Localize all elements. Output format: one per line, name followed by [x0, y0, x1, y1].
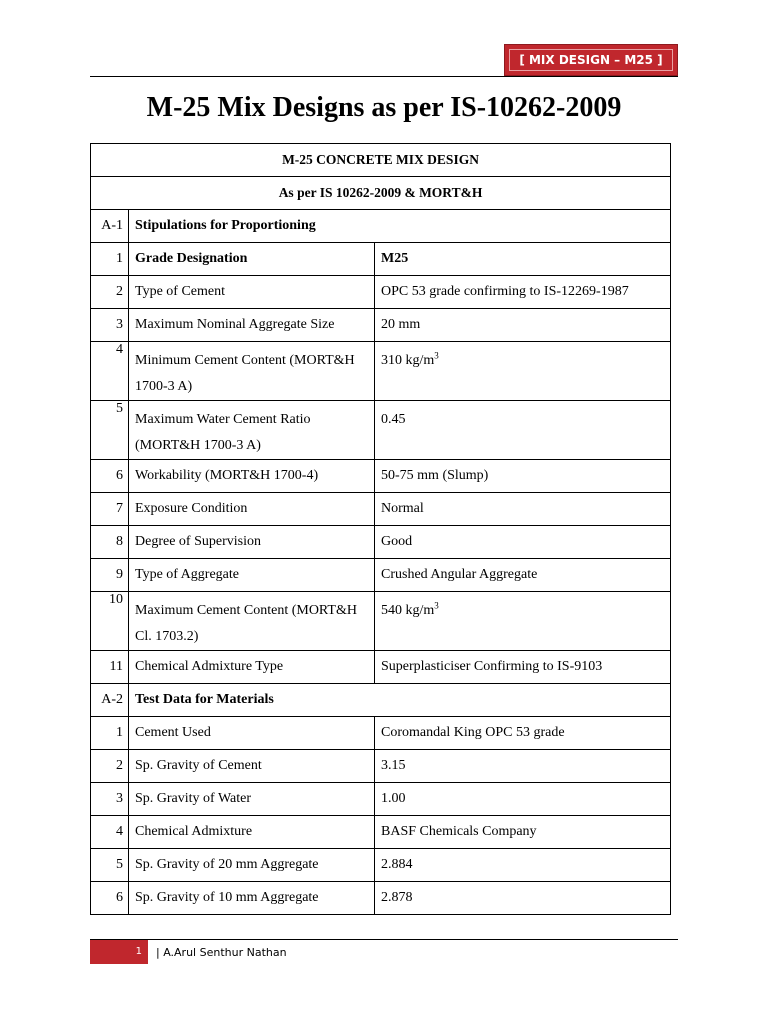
row-value: 540 $kg/m^3$	[375, 592, 671, 651]
section-row-a1	[91, 210, 671, 243]
row-number: 3	[91, 783, 129, 816]
row-parameter: Maximum Water Cement Ratio (MORT&H 1700-3 A)	[129, 401, 375, 460]
table-row	[91, 592, 671, 651]
row-parameter: Cement Used	[129, 717, 375, 750]
table-row	[91, 816, 671, 849]
row-value: M25	[375, 243, 671, 276]
table-row	[91, 460, 671, 493]
table-row	[91, 717, 671, 750]
table-row	[91, 750, 671, 783]
table-heading-row	[91, 144, 671, 177]
row-parameter: Degree of Supervision	[129, 526, 375, 559]
row-number: 4	[91, 342, 129, 401]
section-label: Test Data for Materials	[129, 684, 671, 717]
row-parameter: Maximum Nominal Aggregate Size	[129, 309, 375, 342]
row-number: 2	[91, 276, 129, 309]
row-parameter: Minimum Cement Content (MORT&H 1700-3 A)	[129, 342, 375, 401]
unit-superscript: 3	[434, 350, 439, 361]
row-number: 6	[91, 460, 129, 493]
footer-author: | A.Arul Senthur Nathan	[156, 946, 287, 959]
table-subheading-row	[91, 177, 671, 210]
row-number: 2	[91, 750, 129, 783]
footer-rule	[90, 939, 678, 940]
table-subheading: As per IS 10262-2009 & MORT&H	[91, 177, 671, 210]
row-parameter: Type of Aggregate	[129, 559, 375, 592]
header-badge-text: [ MIX DESIGN – M25 ]	[519, 53, 663, 67]
row-parameter: Workability (MORT&H 1700-4)	[129, 460, 375, 493]
table-heading: M-25 CONCRETE MIX DESIGN	[91, 144, 671, 177]
row-number: 1	[91, 717, 129, 750]
row-value: 50-75 mm (Slump)	[375, 460, 671, 493]
header-badge	[504, 44, 678, 76]
row-value: OPC 53 grade confirming to IS-12269-1987	[375, 276, 671, 309]
row-value: 20 mm	[375, 309, 671, 342]
row-number: 7	[91, 493, 129, 526]
row-value: Coromandal King OPC 53 grade	[375, 717, 671, 750]
section-id: A-2	[91, 684, 129, 717]
table-row	[91, 559, 671, 592]
row-parameter: Grade Designation	[129, 243, 375, 276]
table-row	[91, 526, 671, 559]
table-row	[91, 849, 671, 882]
row-parameter: Chemical Admixture Type	[129, 651, 375, 684]
table-row	[91, 783, 671, 816]
row-number: 3	[91, 309, 129, 342]
table-row	[91, 309, 671, 342]
row-parameter: Maximum Cement Content (MORT&H Cl. 1703.2)	[129, 592, 375, 651]
table-row	[91, 493, 671, 526]
section-id: A-1	[91, 210, 129, 243]
table-row	[91, 342, 671, 401]
page-title: M-25 Mix Designs as per IS-10262-2009	[146, 92, 622, 123]
row-number: 11	[91, 651, 129, 684]
unit-superscript: 3	[434, 600, 439, 611]
row-parameter: Sp. Gravity of Water	[129, 783, 375, 816]
mix-design-table	[90, 143, 671, 915]
row-value: 1.00	[375, 783, 671, 816]
row-value: BASF Chemicals Company	[375, 816, 671, 849]
row-parameter: Exposure Condition	[129, 493, 375, 526]
row-parameter: Sp. Gravity of Cement	[129, 750, 375, 783]
header-rule	[90, 76, 678, 77]
row-value: Superplasticiser Confirming to IS-9103	[375, 651, 671, 684]
row-value: Good	[375, 526, 671, 559]
row-number: 5	[91, 401, 129, 460]
table-row	[91, 276, 671, 309]
row-number: 9	[91, 559, 129, 592]
row-value: 2.878	[375, 882, 671, 915]
row-value: 2.884	[375, 849, 671, 882]
table-row	[91, 651, 671, 684]
row-number: 6	[91, 882, 129, 915]
row-number: 8	[91, 526, 129, 559]
row-value: 0.45	[375, 401, 671, 460]
row-parameter: Sp. Gravity of 10 mm Aggregate	[129, 882, 375, 915]
row-parameter: Sp. Gravity of 20 mm Aggregate	[129, 849, 375, 882]
row-number: 5	[91, 849, 129, 882]
row-value: 3.15	[375, 750, 671, 783]
row-parameter: Type of Cement	[129, 276, 375, 309]
row-number: 10	[91, 592, 129, 651]
row-value: 310 $kg/m^3$	[375, 342, 671, 401]
table-row	[91, 243, 671, 276]
table-row	[91, 401, 671, 460]
row-value: Normal	[375, 493, 671, 526]
page-number-box	[90, 940, 148, 964]
table-row	[91, 882, 671, 915]
section-label: Stipulations for Proportioning	[129, 210, 671, 243]
section-row-a2	[91, 684, 671, 717]
row-parameter: Chemical Admixture	[129, 816, 375, 849]
row-number: 4	[91, 816, 129, 849]
page-number: 1	[135, 946, 142, 957]
row-value: Crushed Angular Aggregate	[375, 559, 671, 592]
row-number: 1	[91, 243, 129, 276]
